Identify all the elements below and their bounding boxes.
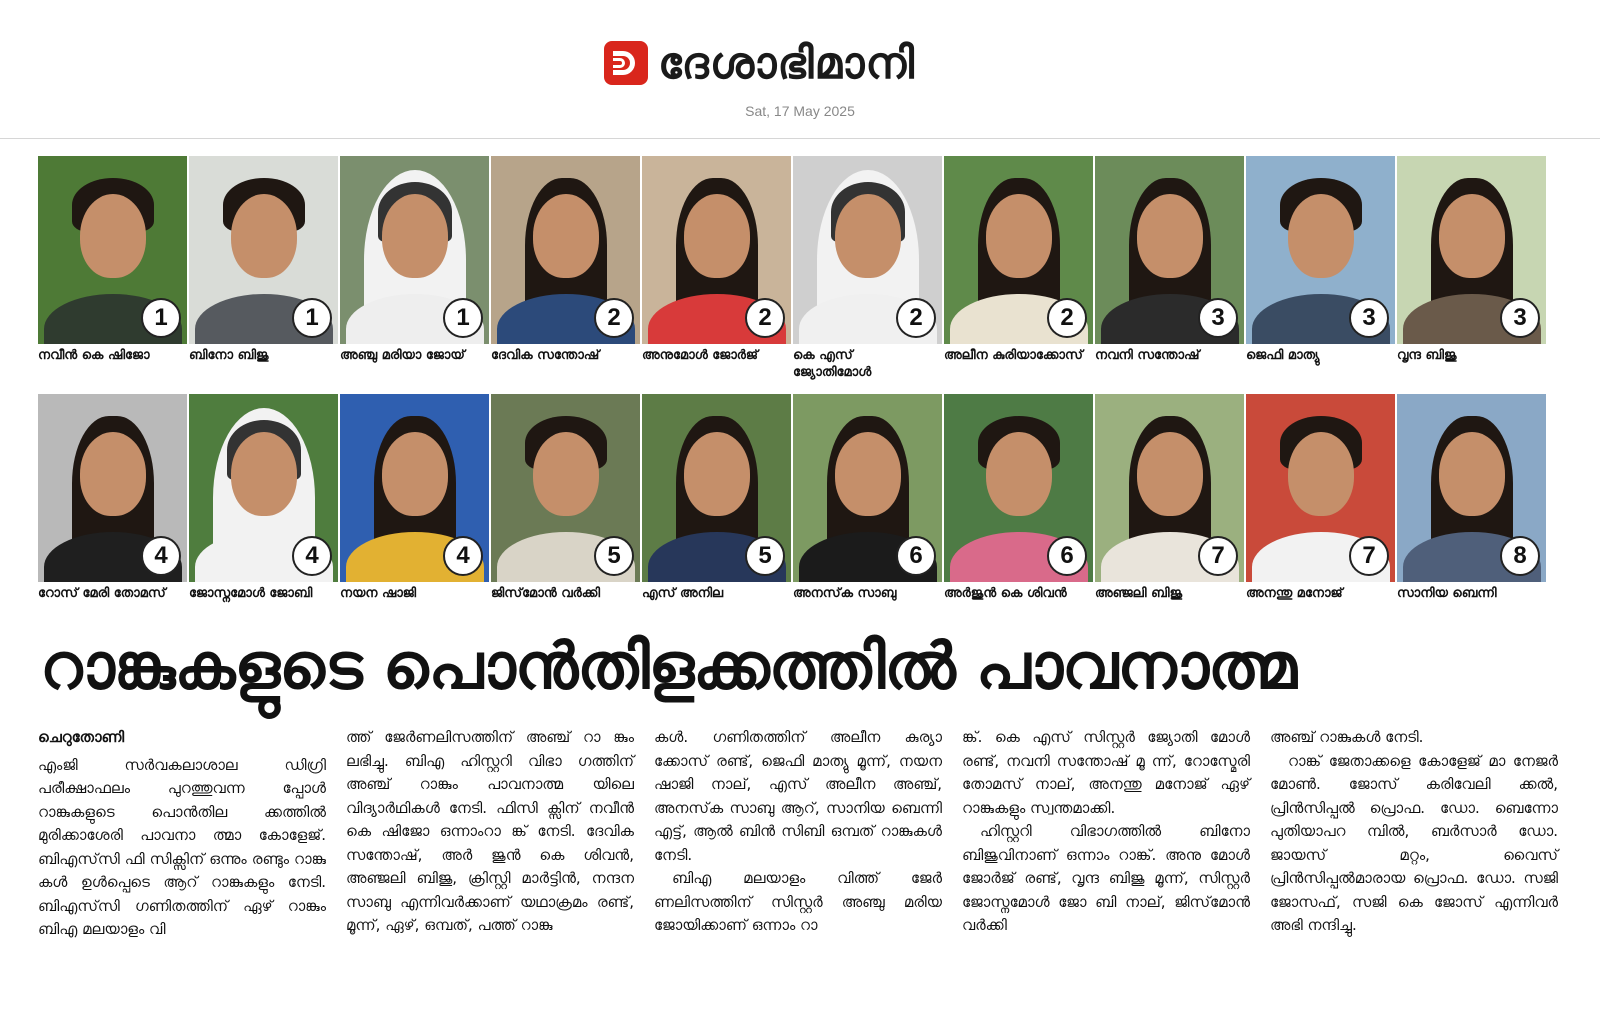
dateline: ചെറുതോണി — [38, 728, 125, 746]
logo-icon — [604, 41, 648, 85]
winner-card — [340, 156, 489, 381]
winner-name: വൃന്ദ ബിജു — [1397, 348, 1457, 363]
rank-badge: 1 — [443, 298, 483, 338]
newspaper-logo — [604, 34, 915, 92]
winner-photo — [189, 156, 338, 344]
rank-badge: 6 — [1047, 536, 1087, 576]
winner-name: അഞ്ജലി ബിജു — [1095, 586, 1183, 601]
logo-text: ദേശാഭിമാനി — [658, 37, 916, 89]
winner-card — [1095, 394, 1244, 602]
winner-card — [793, 394, 942, 602]
masthead — [0, 0, 1600, 139]
rank-badge: 1 — [141, 298, 181, 338]
winner-photo — [1397, 156, 1546, 344]
rank-badge: 2 — [896, 298, 936, 338]
winner-photo — [38, 156, 187, 344]
winner-photo — [1397, 394, 1546, 582]
winner-photo — [1246, 156, 1395, 344]
winner-name: ജിസ്‌മോൻ വർക്കി — [491, 586, 601, 601]
winner-card — [793, 156, 942, 381]
rank-badge: 8 — [1500, 536, 1540, 576]
winner-card — [38, 156, 187, 381]
rank-badge: 5 — [745, 536, 785, 576]
rank-badge: 7 — [1349, 536, 1389, 576]
photo-row-2 — [38, 394, 1546, 602]
winner-photo — [340, 156, 489, 344]
winner-name: അഞ്ചു മരിയാ ജോയ് — [340, 348, 465, 363]
winner-name: അനസ്‌ക സാബു — [793, 586, 897, 601]
winner-name: ജോസ്നമോൾ ജോബി — [189, 586, 313, 601]
article-column-4 — [962, 726, 1250, 942]
winner-name: കെ എസ് ജ്യോതിമോൾ — [793, 348, 872, 380]
edition-date: Sat, 17 May 2025 — [745, 103, 855, 119]
rank-badge: 3 — [1198, 298, 1238, 338]
winner-name: അനുമോൾ ജോർജ് — [642, 348, 758, 363]
paragraph: ങ്ക്. കെ എസ് സിസ്റ്റർ ജ്യോതി മോൾ രണ്ട്, നവനി സന്തോഷ് മൂ ന്ന്, റോസ്മേരി തോമസ് നാല്, അനന്തു മനോജ് ഏഴ് റാങ്കുകളും സ്വന്തമാക്കി. — [962, 728, 1250, 817]
winner-name: ദേവിക സന്തോഷ് — [491, 348, 600, 363]
article-column-1 — [38, 726, 326, 942]
paragraph: ത്ത് ജേർണലിസത്തിന് അഞ്ച് റാ ങ്കും ലഭിച്ചു. ബിഎ ഹിസ്റ്ററി വിഭാ ഗത്തിന് അഞ്ച് റാങ്കും പാവനാത്മ യിലെ വിദ്യാർഥികൾ നേടി. ഫിസി ക്സിന് നവീൻ കെ ഷിജോ ഒന്നാംറാ ങ്ക് നേടി. ദേവിക സന്തോഷ്, അർ ജുൻ കെ ശിവൻ, അഞ്ജലി ബിജു, ക്രിസ്റ്റി മാർട്ടിൻ, നന്ദന സാബു എന്നിവർക്കാണ് യഥാക്രമം രണ്ട്, മൂന്ന്, ഏഴ്, ഒമ്പത്, പത്ത് റാങ്കു — [346, 728, 634, 934]
winner-card — [944, 156, 1093, 381]
winner-photo — [1246, 394, 1395, 582]
winner-photo — [642, 156, 791, 344]
winner-name: എസ് അനില — [642, 586, 724, 601]
winner-name: അർജുൻ കെ ശിവൻ — [944, 586, 1067, 601]
winner-card — [340, 394, 489, 602]
winner-card — [642, 394, 791, 602]
winner-name: നവനി സന്തോഷ് — [1095, 348, 1200, 363]
winner-name: റോസ് മേരി തോമസ് — [38, 586, 166, 601]
paragraph: റാങ്ക് ജേതാക്കളെ കോളേജ് മാ നേജർ മോൺ. ജോസ് കരിവേലി ക്കൽ, പ്രിൻസിപ്പൽ പ്രൊഫ. ഡോ. ബെന്നോ പുതിയാപറ മ്പിൽ, ബർസാർ ഡോ. ജായസ് മറ്റം, വൈസ് പ്രിൻസിപ്പൽമാരായ പ്രൊഫ. ഡോ. സജി ജോസഫ്, സജി കെ ജോസ് എന്നിവർ അഭി നന്ദിച്ചു. — [1270, 751, 1558, 934]
winner-card — [1246, 394, 1395, 602]
winner-card — [189, 156, 338, 381]
winner-photo — [340, 394, 489, 582]
headline: റാങ്കുകളുടെ പൊൻതിളക്കത്തിൽ പാവനാത്മ — [40, 630, 1296, 704]
article-body — [38, 726, 1558, 942]
article-column-2 — [346, 726, 634, 942]
winner-photo — [944, 394, 1093, 582]
paragraph: എംജി സർവകലാശാല ഡിഗ്രി പരീക്ഷാഫലം പുറത്തുവന്ന പ്പോൾ റാങ്കുകളുടെ പൊൻതില ക്കത്തിൽ മുരിക്കാശേരി പാവനാ ത്മാ കോളേജ്. ബിഎസ്‌സി ഫി സിക്സിന് ഒന്നും രണ്ടും റാങ്കു കൾ ഉൾപ്പെടെ ആറ് റാങ്കുകളും നേടി. ബിഎസ്‌സി ഗണിതത്തിന് ഏഴ് റാങ്കും ബിഎ മലയാളം വി — [38, 755, 326, 938]
article-column-3 — [654, 726, 942, 942]
rank-badge: 5 — [594, 536, 634, 576]
rank-badge: 3 — [1500, 298, 1540, 338]
winner-card — [491, 156, 640, 381]
rank-badge: 4 — [292, 536, 332, 576]
rank-badge: 3 — [1349, 298, 1389, 338]
rank-badge: 2 — [1047, 298, 1087, 338]
winner-photo — [189, 394, 338, 582]
winner-name: ജെഫി മാത്യു — [1246, 348, 1320, 363]
winner-card — [1246, 156, 1395, 381]
winner-photo — [642, 394, 791, 582]
winner-card — [491, 394, 640, 602]
winner-card — [38, 394, 187, 602]
winner-photo — [793, 156, 942, 344]
winner-card — [642, 156, 791, 381]
rank-badge: 1 — [292, 298, 332, 338]
winner-name: നയന ഷാജി — [340, 586, 417, 601]
winner-name: ബിനോ ബിജു — [189, 348, 269, 363]
photo-row-1 — [38, 156, 1546, 381]
article-column-5 — [1270, 726, 1558, 942]
winner-card — [189, 394, 338, 602]
winner-photo — [793, 394, 942, 582]
winner-card — [944, 394, 1093, 602]
rank-badge: 7 — [1198, 536, 1238, 576]
winner-card — [1397, 394, 1546, 602]
rank-badge: 4 — [443, 536, 483, 576]
paragraph: അഞ്ച് റാങ്കുകൾ നേടി. — [1270, 728, 1424, 746]
winner-photo — [491, 394, 640, 582]
winner-name: അലീന കുരിയാക്കോസ് — [944, 348, 1083, 363]
winner-photo — [38, 394, 187, 582]
rank-badge: 6 — [896, 536, 936, 576]
winner-name: നവീൻ കെ ഷിജോ — [38, 348, 150, 363]
rank-badge: 2 — [594, 298, 634, 338]
winner-photo — [491, 156, 640, 344]
winner-card — [1397, 156, 1546, 381]
paragraph: ഹിസ്റ്ററി വിഭാഗത്തിൽ ബിനോ ബിജുവിനാണ് ഒന്നാം റാങ്ക്. അനു മോൾ ജോർജ് രണ്ട്, വൃന്ദ ബിജു മൂന്ന്, സിസ്റ്റർ ജോസ്നമോൾ ജോ ബി നാല്, ജിസ്‌മോൻ വർക്കി — [962, 822, 1250, 934]
winner-photo — [1095, 156, 1244, 344]
rank-badge: 2 — [745, 298, 785, 338]
winner-name: സാനിയ ബെന്നി — [1397, 586, 1497, 601]
winner-photo — [944, 156, 1093, 344]
paragraph: കൾ. ഗണിതത്തിന് അലീന കുര്യാ ക്കോസ് രണ്ട്, ജെഫി മാത്യു മൂന്ന്, നയന ഷാജി നാല്, എസ് അലീന അഞ്ച്, അനസ്‌ക സാബു ആറ്, സാനിയ ബെന്നി എട്ട്, ആൽ ബിൻ സിബി ഒമ്പത് റാങ്കുകൾ നേടി. — [654, 728, 942, 864]
winner-card — [1095, 156, 1244, 381]
winner-photo — [1095, 394, 1244, 582]
winner-name: അനന്തു മനോജ് — [1246, 586, 1343, 601]
paragraph: ബിഎ മലയാളം വിത്ത് ജേർ ണലിസത്തിന് സിസ്റ്റർ അഞ്ചു മരിയ ജോയിക്കാണ് ഒന്നാം റാ — [654, 869, 942, 934]
rank-badge: 4 — [141, 536, 181, 576]
